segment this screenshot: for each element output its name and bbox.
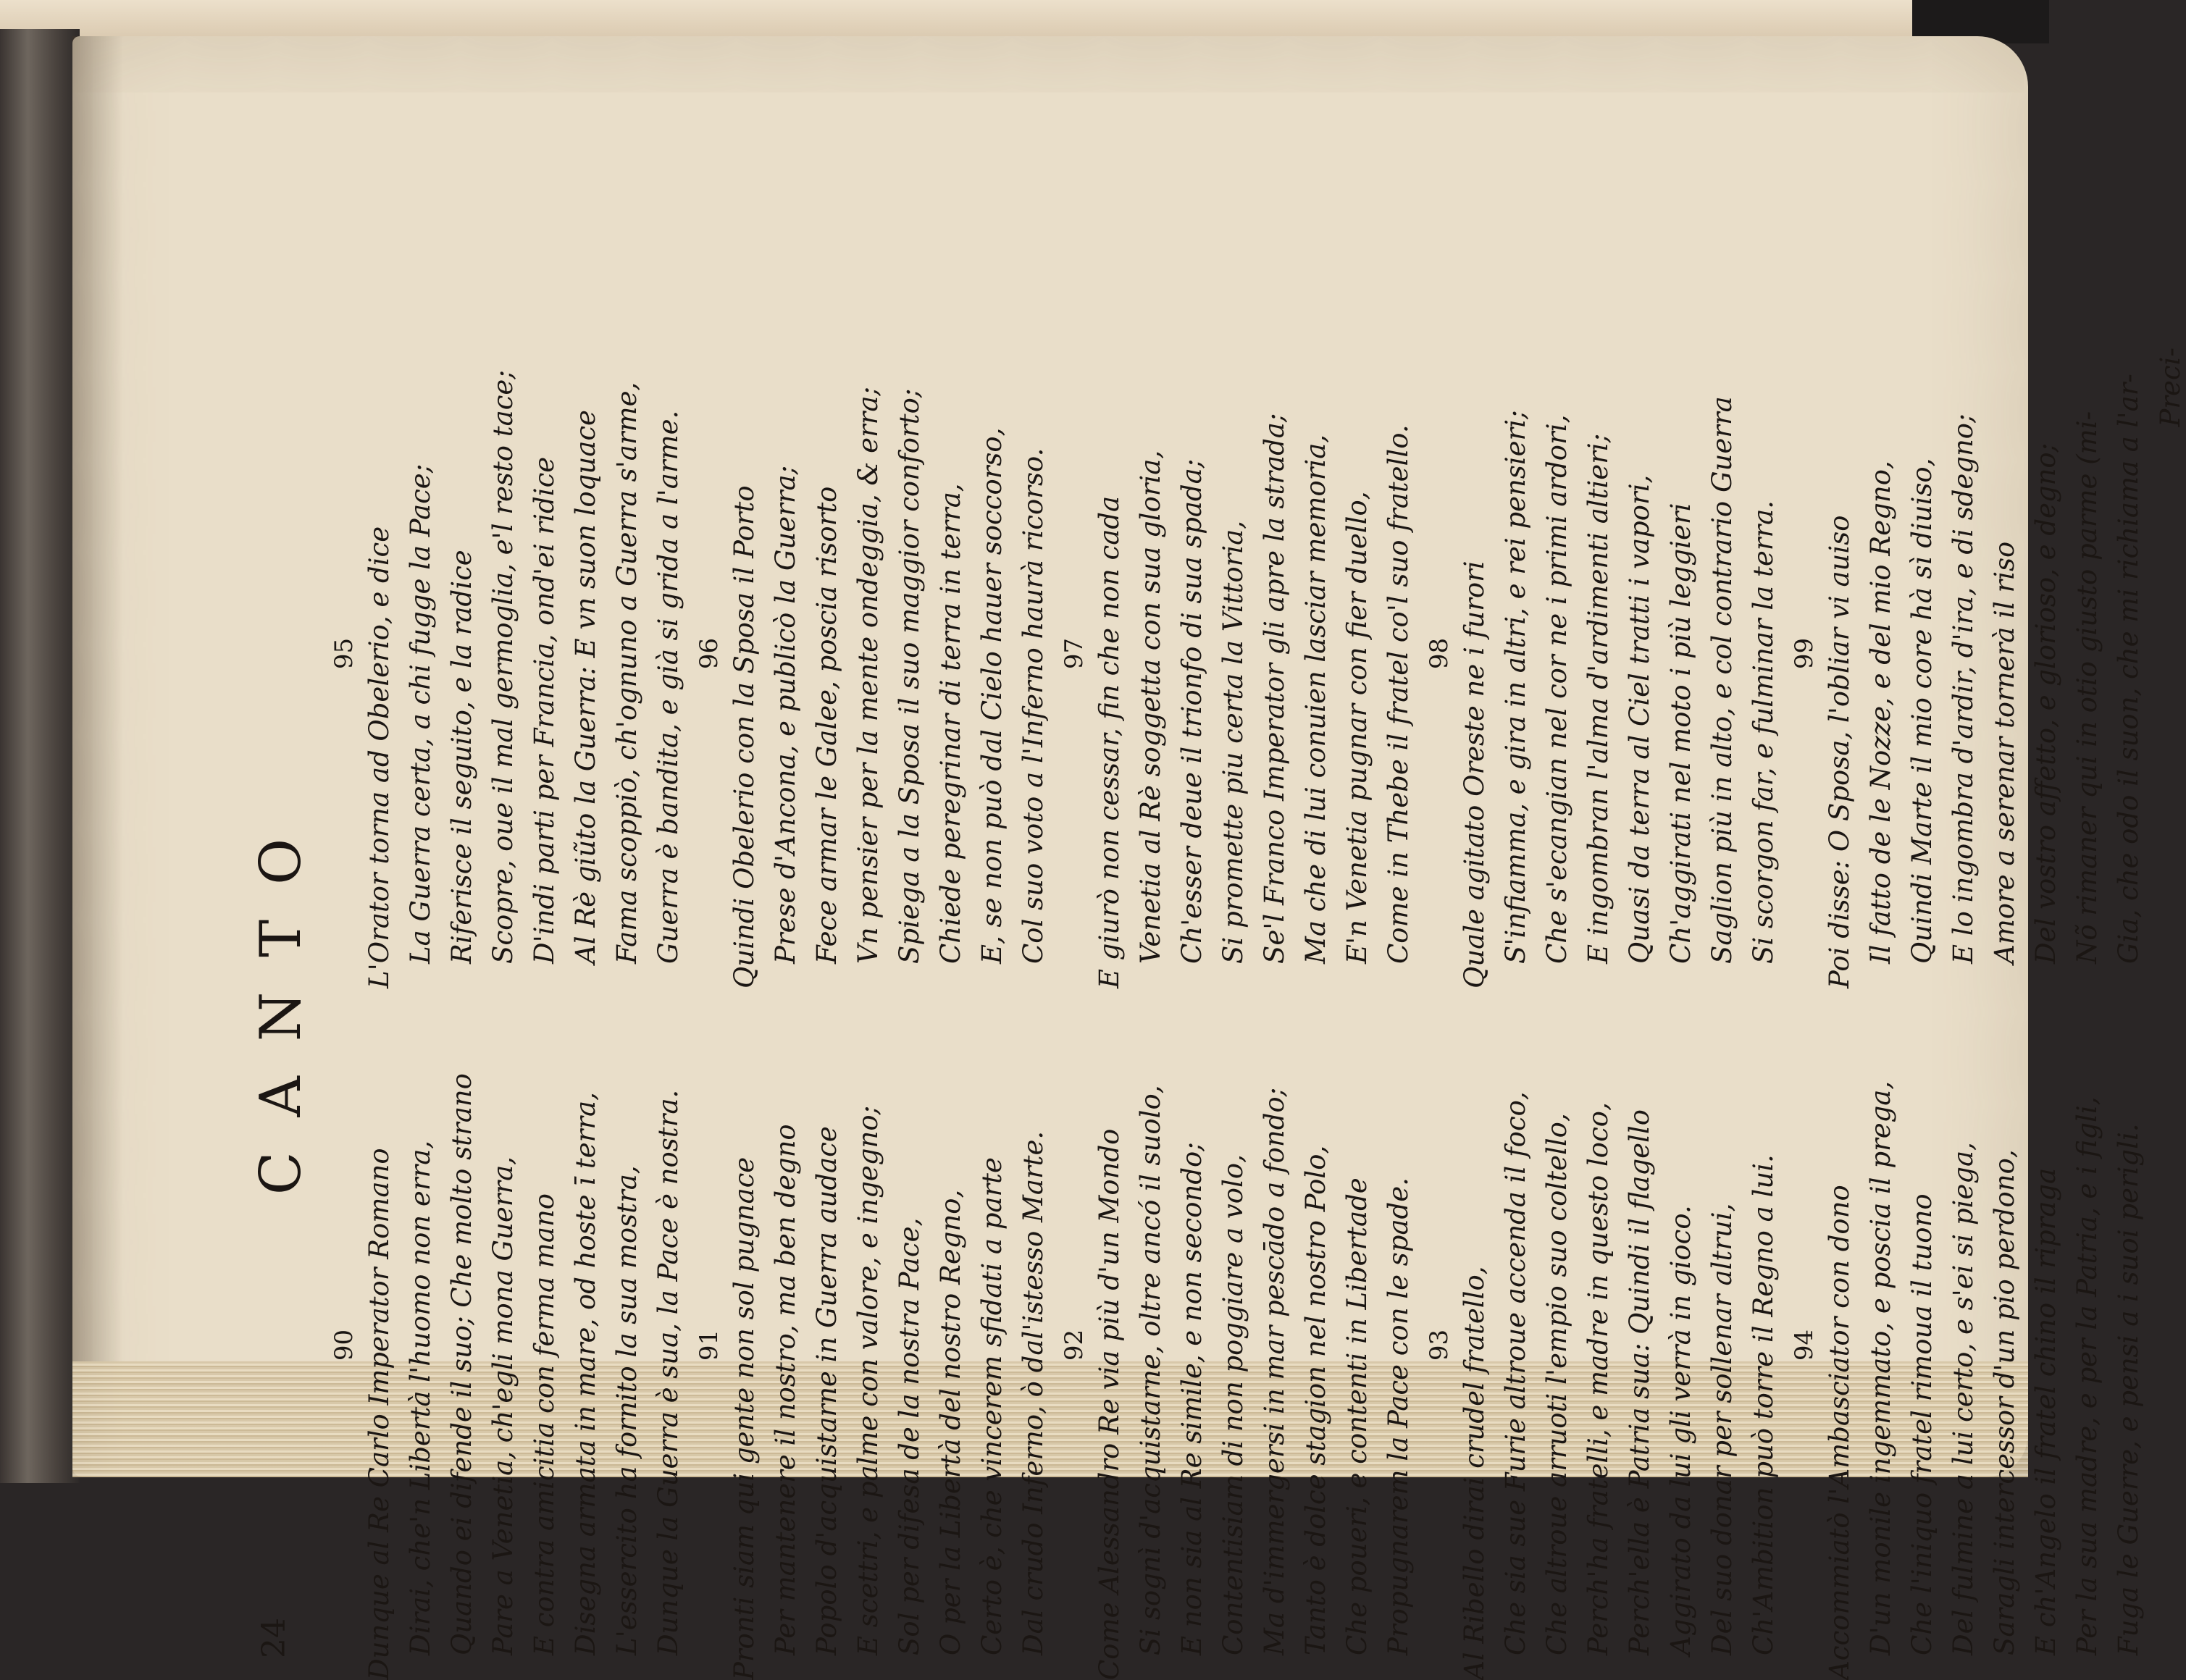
- book-spine: [0, 29, 80, 1483]
- verse-line: Chiede peregrinar di terra in terra,: [935, 483, 966, 964]
- verse-line: E ch'Angelo il fratel chino il ripraga: [2030, 1167, 2061, 1655]
- verse-line: Del fulmine a lui certo, e s'ei si piega,: [1948, 1142, 1979, 1655]
- verse-line: Quasi da terra al Ciel tratti i vapori,: [1624, 474, 1655, 964]
- stanza-number: 98: [1425, 637, 1454, 670]
- book-page: [72, 36, 2186, 1680]
- verse-line: Accommiatò l'Ambasciator con dono: [1824, 1185, 1855, 1680]
- verse-line: Dunque la Guerra è sua, la Pace è nostra.: [653, 1089, 684, 1655]
- verse-line: Si sognì d'acquistarne, oltre ancó il suolo,: [1135, 1085, 1166, 1655]
- verse-line: S'infiamma, e gira in altri, e rei pensieri;: [1500, 410, 1531, 964]
- stanza-number: 94: [1790, 1329, 1819, 1361]
- verse-line: La Guerra certa, a chi fugge la Pace;: [405, 463, 436, 964]
- page-gutter-shadow: [72, 36, 123, 1477]
- verse-line: Nõ rimaner qui in otio giusto parme (mi-: [2072, 411, 2103, 964]
- verse-line: Fuga le Guerre, e pensi a i suoi perigli.: [2113, 1123, 2144, 1655]
- verse-line: Guerra è bandita, e già si grida a l'arme.: [653, 410, 684, 964]
- verse-line: L'essercito ha fornito la sua mostra,: [611, 1165, 642, 1655]
- verse-line: Che s'ecangian nel cor ne i primi ardori,: [1541, 414, 1573, 964]
- stanza-number: 95: [330, 637, 359, 670]
- verse-line: D'indi parti per Francia, ond'ei ridice: [529, 456, 560, 964]
- verse-line: Che l'iniquo fratel rimoua il tuono: [1906, 1193, 1938, 1655]
- verse-line: Prese d'Ancona, e publicò la Guerra;: [770, 465, 801, 964]
- stanza: [1790, 319, 2149, 988]
- stanza-number: 90: [330, 1329, 359, 1361]
- verse-line: Si promette piu certa la Vittoria,: [1218, 521, 1249, 964]
- verse-line: Quale agitato Oreste ne i furori: [1459, 560, 1490, 988]
- verse-line: Pare a Venetia, ch'egli mona Guerra,: [487, 1156, 519, 1655]
- verse-line: Se'l Franco Imperator gli apre la strada;: [1259, 413, 1290, 964]
- verse-line: Ma che di lui conuien lasciar memoria,: [1300, 434, 1331, 964]
- stanza: [1425, 319, 1784, 988]
- verse-line: Dal crudo Inferno, ò dal'istesso Marte.: [1018, 1130, 1049, 1655]
- verse-line: Come Alessandro Re via più d'un Mondo: [1094, 1128, 1125, 1680]
- verse-line: E scettri, e palme con valore, e ingegno;: [853, 1105, 884, 1655]
- verse-line: Saragli intercessor d'un pio perdono,: [1989, 1149, 2020, 1655]
- verse-line: Pronti siam qui gente non sol pugnace: [729, 1156, 760, 1680]
- verse-line: Fece armar le Galee, poscia risorto: [811, 486, 842, 964]
- verse-line: Vn pensier per la mente ondeggia, & erra;: [853, 387, 884, 964]
- verse-line: E, se non può dal Cielo hauer soccorso,: [976, 427, 1008, 964]
- verse-line: Che poueri, e contenti in Libertade: [1341, 1177, 1373, 1655]
- stanza: [1060, 319, 1419, 988]
- verse-line: Propugnarem la Pace con le spade.: [1383, 1177, 1414, 1655]
- verse-line: Per mantenere il nostro, ma ben degno: [770, 1124, 801, 1655]
- stanza-number: 96: [695, 637, 724, 670]
- verse-line: D'un monile ingemmato, e poscia il prega,: [1865, 1080, 1896, 1655]
- verse-line: Al Ribello dirai crudel fratello,: [1459, 1266, 1490, 1680]
- verse-line: E giurò non cessar, fin che non cada: [1094, 495, 1125, 988]
- verse-line: Scopre, oue il mal germoglia, e'l resto tace;: [487, 370, 519, 964]
- verse-line: Venetia al Rè soggetta con sua gloria,: [1135, 450, 1166, 964]
- text-columns: [330, 319, 2155, 1680]
- verse-line: Quindi Marte il mio core hà sì diuiso,: [1906, 458, 1938, 964]
- verse-line: Certo è, che vincerem sfidati a parte: [976, 1157, 1008, 1655]
- verse-line: Amore a serenar tornerà il riso: [1989, 541, 2020, 964]
- verse-line: Ch'aggirati nel moto i più leggieri: [1665, 503, 1696, 964]
- stanza-number: 93: [1425, 1329, 1454, 1361]
- verse-line: Quindi Obelerio con la Sposa il Porto: [729, 485, 760, 988]
- stanza: [695, 319, 1054, 988]
- right-column: [330, 319, 2155, 988]
- stanza: [695, 1010, 1054, 1680]
- verse-line: Quando ei difende il suo; Che molto strano: [446, 1073, 477, 1655]
- verse-line: Aggirato da lui gli verrà in gioco.: [1665, 1205, 1696, 1655]
- verse-line: Popolo d'acquistarne in Guerra audace: [811, 1126, 842, 1655]
- verse-line: Ch'esser deue il trionfo di sua spada;: [1176, 458, 1207, 964]
- verse-line: Tanto è dolce stagion nel nostro Polo,: [1300, 1145, 1331, 1655]
- verse-line: E ingombran l'alma d'ardimenti altieri;: [1583, 433, 1614, 964]
- verse-line: Ch'Ambition può torre il Regno a lui.: [1748, 1154, 1779, 1655]
- verse-line: Dirai, che'n Libertà l'huomo non erra,: [405, 1140, 436, 1655]
- verse-line: Poi disse: O Sposa, l'obliar vi auiso: [1824, 515, 1855, 988]
- stanza-number: 97: [1060, 637, 1089, 670]
- stanza-number: 99: [1790, 637, 1819, 670]
- stanza-number: 92: [1060, 1329, 1089, 1361]
- left-column: [330, 1010, 2155, 1680]
- verse-line: Spiega a la Sposa il suo maggior conforto;: [894, 388, 925, 964]
- stanza: [330, 1010, 689, 1680]
- stanza: [1060, 1010, 1419, 1680]
- verse-line: Sol per difesa de la nostra Pace,: [894, 1217, 925, 1655]
- verse-line: Al Rè giũto la Guerra: E vn suon loquace: [570, 410, 601, 964]
- verse-line: Perch'ella è Patria sua: Quindi il flagello: [1624, 1109, 1655, 1655]
- rotated-text-block: [243, 319, 2186, 1680]
- verse-line: Dunque al Re Carlo Imperator Romano: [364, 1148, 395, 1680]
- verse-line: E non sia al Re simile, e non secondo;: [1176, 1142, 1207, 1655]
- verse-line: Perch'ha fratelli, e madre in questo loco,: [1583, 1102, 1614, 1655]
- verse-line: O per la Libertà del nostro Regno,: [935, 1189, 966, 1655]
- verse-line: Che sia sue Furie altroue accenda il foco,: [1500, 1091, 1531, 1655]
- verse-line: E'n Venetia pugnar con fier duello,: [1341, 491, 1373, 964]
- stanza: [1790, 1010, 2149, 1680]
- verse-line: Contentisiam di non poggiare a volo,: [1218, 1154, 1249, 1655]
- verse-line: L'Orator torna ad Obelerio, e dice: [364, 526, 395, 988]
- stanza: [330, 319, 689, 988]
- verse-line: Col suo voto a l'Inferno haurà ricorso.: [1018, 448, 1049, 964]
- verse-line: Del suo donar per sollenar altrui,: [1706, 1203, 1738, 1655]
- verse-line: E lo ingombra d'ardir, d'ira, e di sdegno;: [1948, 413, 1979, 964]
- verse-line: Come in Thebe il fratel co'l suo fratello.: [1383, 424, 1414, 964]
- verse-line: Riferisce il seguito, e la radice: [446, 550, 477, 964]
- stanza-number: 91: [695, 1329, 724, 1361]
- verse-line: Che altroue arruoti l'empio suo coltello,: [1541, 1113, 1573, 1655]
- verse-line: Ma d'immergersi in mar pescādo a fondo;: [1259, 1087, 1290, 1655]
- stanza: [1425, 1010, 1784, 1680]
- verse-line: Si scorgon far, e fulminar la terra.: [1748, 500, 1779, 964]
- catchword: Preci-: [2155, 348, 2186, 427]
- verse-line: Fama scoppiò, ch'ognuno a Guerra s'arme,: [611, 382, 642, 964]
- verse-line: E contra amicitia con ferma mano: [529, 1193, 560, 1655]
- verse-line: Del vostro affetto, e glorioso, e degno;: [2030, 442, 2061, 964]
- page-header: [243, 319, 330, 1680]
- running-head: CANTO: [248, 803, 314, 1196]
- verse-line: Saglion più in alto, e col contrario Guerra: [1706, 396, 1738, 964]
- verse-line: Per la sua madre, e per la Patria, e i figli,: [2072, 1096, 2103, 1655]
- verse-line: Gia, che odo il suon, che mi richiama a l'ar-: [2113, 374, 2144, 964]
- verse-line: Il fatto de le Nozze, e del mio Regno,: [1865, 461, 1896, 964]
- verse-line: Disegna armata in mare, od hoste ī terra,: [570, 1092, 601, 1655]
- page-number: 24: [256, 1618, 293, 1658]
